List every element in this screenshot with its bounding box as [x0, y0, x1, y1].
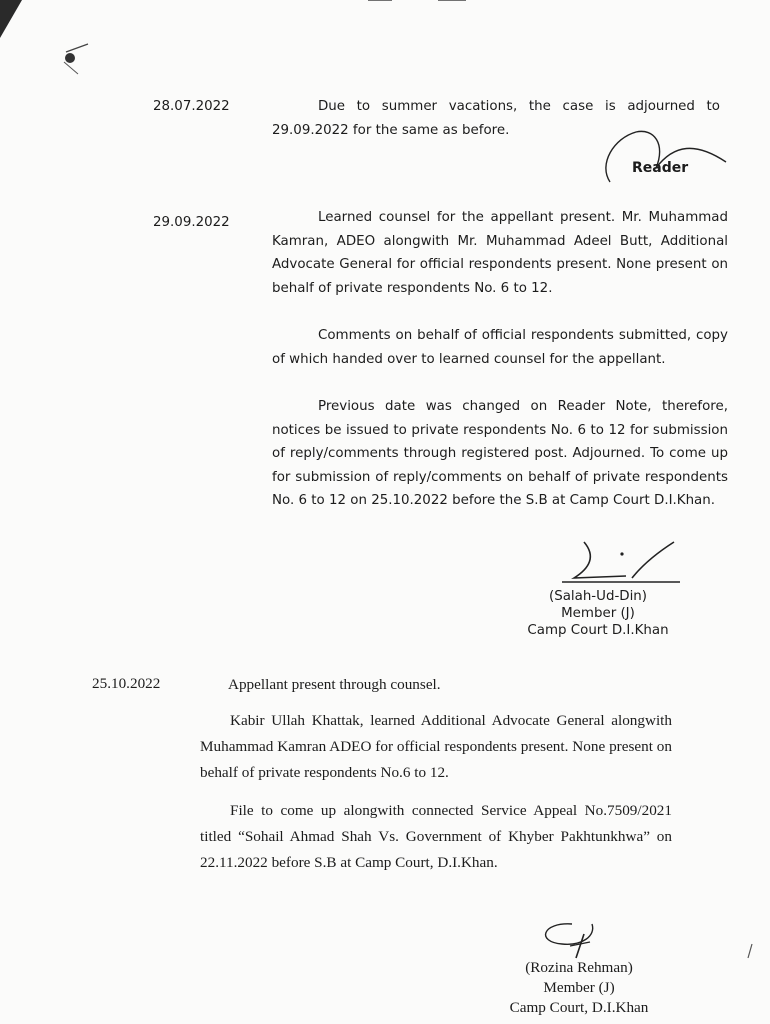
order-paragraph: Learned counsel for the appellant present. Mr. Muhammad Kamran, ADEO alongwith Mr. Muhammad Adeel Butt, Additional Advocate General for official respondents present. None present on behalf of private respondents No. 6 to 12. — [272, 210, 728, 296]
reader-signature — [596, 124, 736, 184]
signatory-title: Member (J) — [561, 606, 635, 621]
signature-label: Reader — [632, 160, 689, 176]
signatory-name: (Salah-Ud-Din) — [548, 589, 648, 604]
signatory-place: Camp Court D.I.Khan — [527, 623, 669, 638]
signatory-place: Camp Court, D.I.Khan — [509, 999, 649, 1016]
order-paragraph: Kabir Ullah Khattak, learned Additional Advocate General alongwith Muhammad Kamran ADEO for official respondents present. None present on behalf of private respondents No.6 to 12. — [200, 712, 672, 782]
order-paragraph: Appellant present through counsel. — [228, 676, 441, 693]
entry-date: 29.09.2022 — [153, 215, 230, 230]
member-signature-mark — [532, 918, 612, 960]
order-paragraph: Comments on behalf of official respondents submitted, copy of which handed over to learned counsel for the appellant. — [272, 328, 728, 367]
signatory-title: Member (J) — [543, 979, 615, 996]
order-paragraph: Previous date was changed on Reader Note, therefore, notices be issued to private respondents No. 6 to 12 for submission of reply/comments through registered post. Adjourned. To come up for submission of reply/comments on behalf of private respondents No. 6 to 12 on 25.10.2022 before the S.B at Camp Court D.I.Khan. — [272, 399, 728, 508]
member-signature-mark — [556, 538, 686, 586]
signatory-block — [498, 958, 660, 1018]
order-paragraph: Due to summer vacations, the case is adjourned to 29.09.2022 for the same as before. — [272, 99, 720, 138]
signatory-name: (Rozina Rehman) — [525, 959, 633, 976]
signatory-block — [508, 588, 688, 639]
entry-date: 25.10.2022 — [92, 675, 161, 692]
order-paragraph: File to come up alongwith connected Service Appeal No.7509/2021 titled “Sohail Ahmad Shah Vs. Government of Khyber Pakhtunkhwa” on 22.11.2022 before S.B at Camp Court, D.I.Khan. — [200, 802, 672, 872]
entry-date: 28.07.2022 — [153, 99, 230, 114]
